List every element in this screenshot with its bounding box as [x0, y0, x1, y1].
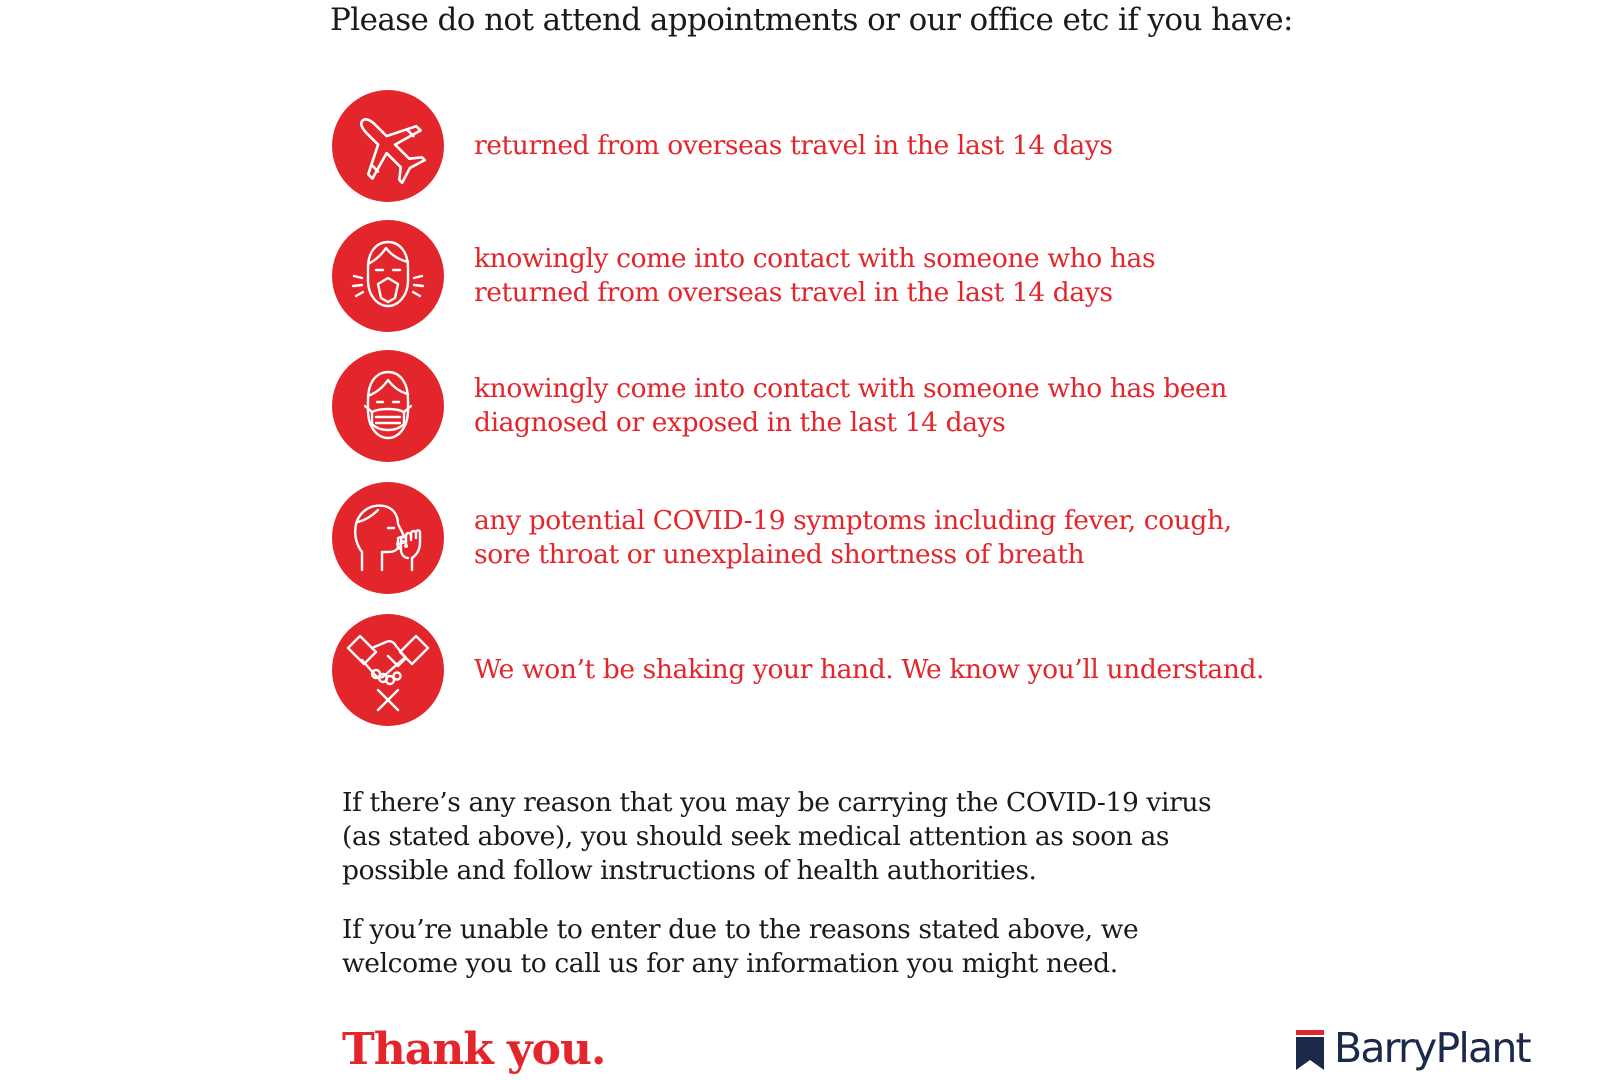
bookmark-flag-icon: [1296, 1030, 1324, 1070]
restriction-item-symptoms: [332, 482, 1332, 594]
coughing-person-icon: [332, 482, 444, 594]
restriction-text-line: We won’t be shaking your hand. We know you’ll understand.: [474, 654, 1265, 685]
logo-wordmark: BarryPlant: [1334, 1024, 1530, 1072]
restriction-text: [474, 482, 1232, 594]
notice-heading: Please do not attend appointments or our office etc if you have:: [330, 2, 1293, 38]
restriction-text-line: knowingly come into contact with someone who has been: [474, 373, 1227, 404]
advice-paragraph-line: (as stated above), you should seek medical attention as soon as: [342, 821, 1170, 852]
restriction-text-line: any potential COVID-19 symptoms including fever, cough,: [474, 505, 1232, 536]
restriction-text-line: returned from overseas travel in the last 14 days: [474, 277, 1113, 308]
restriction-text-line: knowingly come into contact with someone who has: [474, 243, 1156, 274]
sneezing-person-icon: [332, 220, 444, 332]
contact-paragraph-line: If you’re unable to enter due to the reasons stated above, we: [342, 914, 1139, 945]
thank-you-text: Thank you.: [342, 1024, 606, 1075]
restriction-text: [474, 350, 1227, 462]
face-mask-icon: [332, 350, 444, 462]
barry-plant-logo: [1296, 1024, 1556, 1080]
no-handshake-icon: [332, 614, 444, 726]
contact-paragraph: [342, 913, 1138, 981]
restriction-text: [474, 614, 1264, 726]
restriction-text: [474, 90, 1113, 202]
advice-paragraph: [342, 786, 1211, 888]
restriction-item-no-handshake: [332, 614, 1332, 726]
restriction-text-line: returned from overseas travel in the last 14 days: [474, 130, 1113, 161]
restriction-text-line: sore throat or unexplained shortness of breath: [474, 539, 1085, 570]
restriction-item-contact-traveller: [332, 220, 1332, 332]
advice-paragraph-line: possible and follow instructions of health authorities.: [342, 855, 1037, 886]
contact-paragraph-line: welcome you to call us for any information you might need.: [342, 948, 1118, 979]
airplane-icon: [332, 90, 444, 202]
advice-paragraph-line: If there’s any reason that you may be carrying the COVID-19 virus: [342, 787, 1212, 818]
restriction-text-line: diagnosed or exposed in the last 14 days: [474, 407, 1006, 438]
restriction-item-contact-diagnosed: [332, 350, 1332, 462]
restriction-item-overseas-travel: [332, 90, 1332, 202]
restriction-text: [474, 220, 1155, 332]
